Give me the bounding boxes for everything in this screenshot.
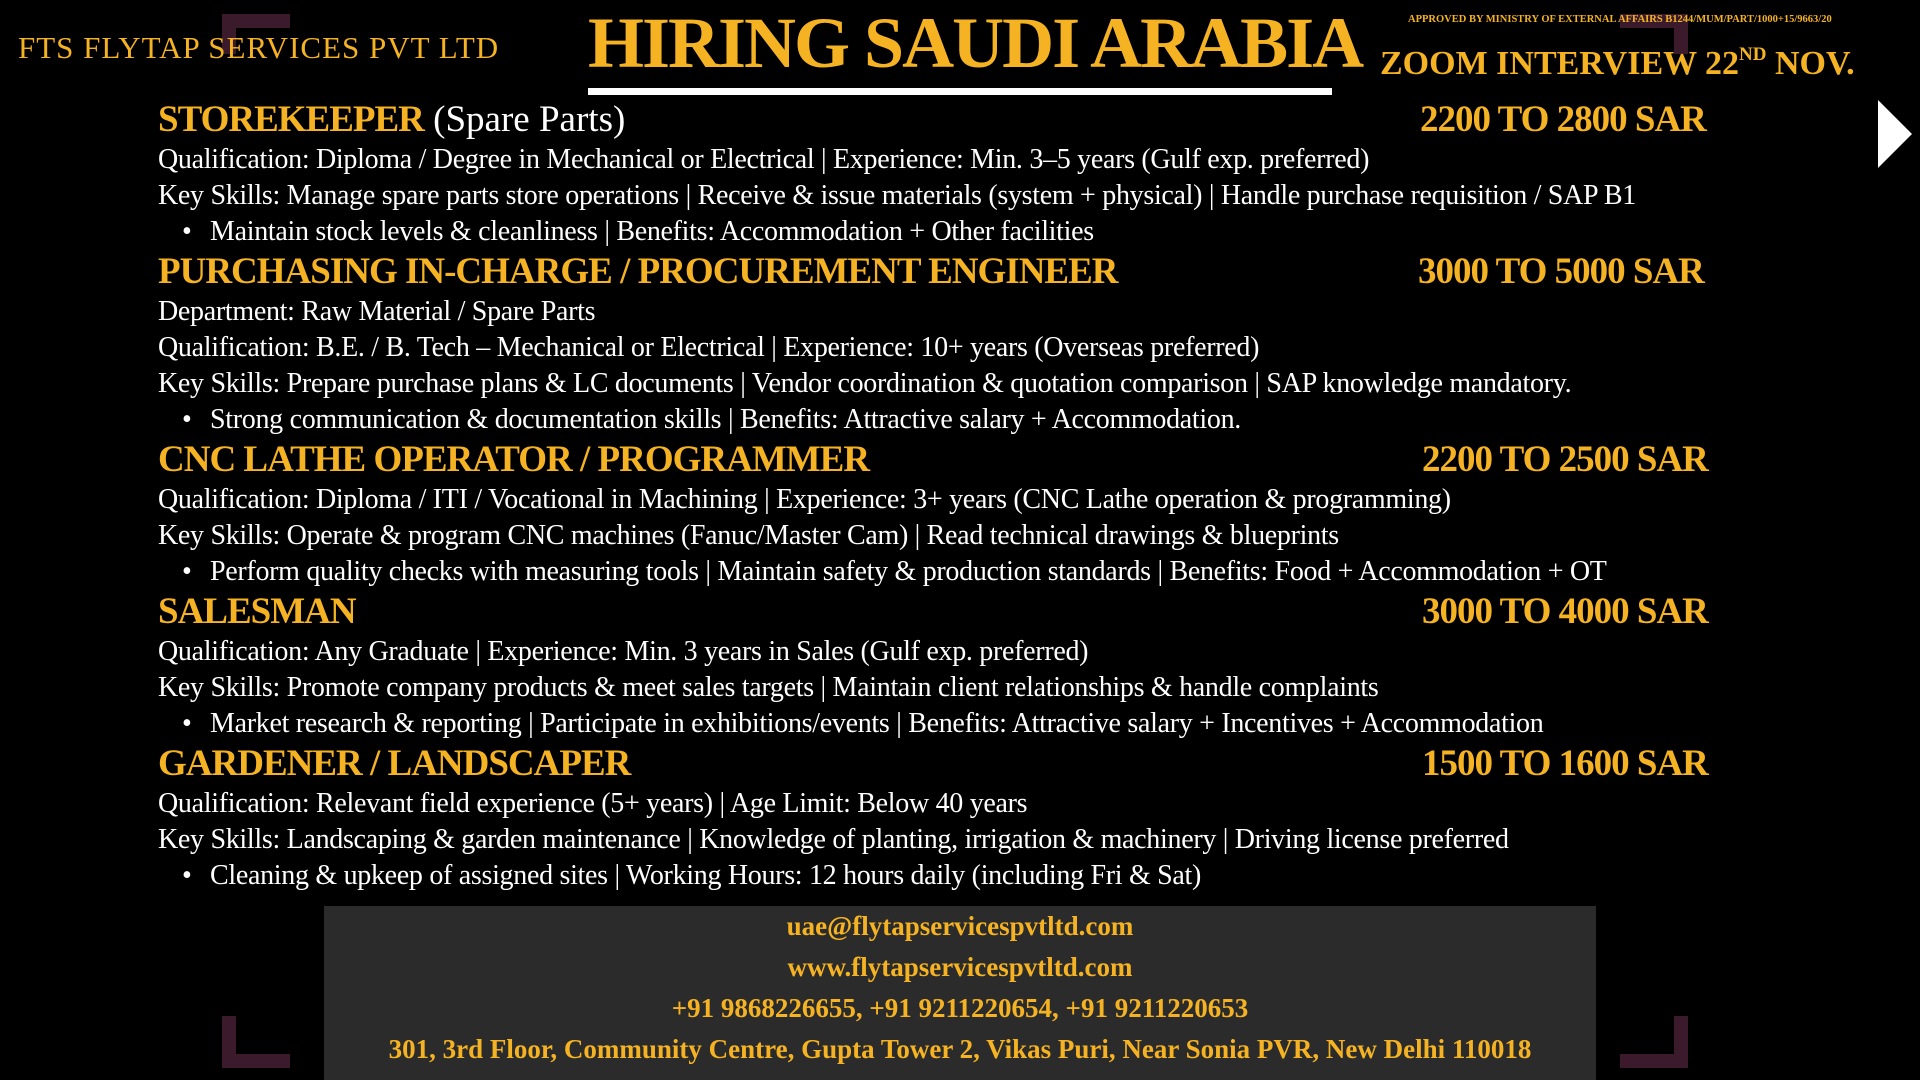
interview-date-sup: ND [1739, 44, 1767, 65]
job-title: GARDENER / LANDSCAPER [158, 743, 631, 784]
job-detail-line: Key Skills: Promote company products & meet sales targets | Maintain client relationships & handle complaints [158, 672, 1379, 703]
job-title: STOREKEEPER (Spare Parts) [158, 99, 626, 140]
interview-date-suffix: NOV. [1766, 45, 1855, 82]
job-salesman [158, 590, 1778, 742]
job-detail-line: Qualification: B.E. / B. Tech – Mechanical or Electrical | Experience: 10+ years (Overseas preferred) [158, 332, 1260, 363]
job-bullet: • Cleaning & upkeep of assigned sites | Working Hours: 12 hours daily (including Fri & Sat) [158, 858, 1778, 894]
job-salary: 3000 TO 4000 SAR [1422, 591, 1708, 632]
job-salary: 2200 TO 2800 SAR [1420, 99, 1706, 140]
title-underline [588, 88, 1332, 95]
corner-decoration [222, 1016, 290, 1068]
job-storekeeper [158, 98, 1778, 250]
job-gardener [158, 742, 1778, 894]
next-arrow-icon[interactable] [1878, 100, 1912, 168]
interview-date-prefix: ZOOM INTERVIEW 22 [1380, 45, 1740, 82]
company-name: FTS FLYTAP SERVICES PVT LTD [18, 30, 500, 65]
job-detail-line: Key Skills: Landscaping & garden maintenance | Knowledge of planting, irrigation & machinery | Driving license preferred [158, 824, 1509, 855]
job-title: CNC LATHE OPERATOR / PROGRAMMER [158, 439, 870, 480]
approval-note: APPROVED BY MINISTRY OF EXTERNAL AFFAIRS B1244/MUM/PART/1000+15/9663/20 [1408, 14, 1832, 25]
job-bullet: • Perform quality checks with measuring tools | Maintain safety & production standards | Benefits: Food + Accommodation + OT [158, 554, 1778, 590]
job-detail-line: Department: Raw Material / Spare Parts [158, 296, 596, 327]
job-detail-line: Key Skills: Manage spare parts store operations | Receive & issue materials (system + physical) | Handle purchase requisition / SAP B1 [158, 180, 1636, 211]
contact-panel [324, 906, 1596, 1080]
job-detail-line: Key Skills: Operate & program CNC machines (Fanuc/Master Cam) | Read technical drawings & blueprints [158, 520, 1339, 551]
interview-date [1380, 44, 1855, 83]
job-bullet: • Strong communication & documentation skills | Benefits: Attractive salary + Accommodation. [158, 402, 1778, 438]
job-title-suffix: (Spare Parts) [423, 99, 626, 140]
job-detail-line: Qualification: Relevant field experience (5+ years) | Age Limit: Below 40 years [158, 788, 1028, 819]
contact-email-link[interactable]: uae@flytapservicespvtltd.com [786, 911, 1134, 941]
job-detail-line: Key Skills: Prepare purchase plans & LC documents | Vendor coordination & quotation comparison | SAP knowledge mandatory. [158, 368, 1572, 399]
job-title: SALESMAN [158, 591, 356, 632]
job-list [158, 98, 1778, 894]
job-purchasing [158, 250, 1778, 438]
contact-phones: +91 9868226655, +91 9211220654, +91 9211220653 [671, 993, 1249, 1023]
job-detail-line: Qualification: Diploma / ITI / Vocational in Machining | Experience: 3+ years (CNC Lathe operation & programming) [158, 484, 1451, 515]
job-bullet: • Maintain stock levels & cleanliness | Benefits: Accommodation + Other facilities [158, 214, 1778, 250]
corner-decoration [1620, 1016, 1688, 1068]
job-cnc-lathe [158, 438, 1778, 590]
job-detail-line: Qualification: Any Graduate | Experience: Min. 3 years in Sales (Gulf exp. preferred) [158, 636, 1089, 667]
page-title: HIRING SAUDI ARABIA [588, 3, 1363, 83]
contact-website-link[interactable]: www.flytapservicespvtltd.com [787, 952, 1133, 982]
job-title: PURCHASING IN-CHARGE / PROCUREMENT ENGINEER [158, 251, 1118, 292]
job-salary: 3000 TO 5000 SAR [1418, 251, 1704, 292]
job-bullet: • Market research & reporting | Participate in exhibitions/events | Benefits: Attractive salary + Incentives + Accommodation [158, 706, 1778, 742]
job-salary: 2200 TO 2500 SAR [1422, 439, 1708, 480]
job-salary: 1500 TO 1600 SAR [1422, 743, 1708, 784]
contact-address: 301, 3rd Floor, Community Centre, Gupta Tower 2, Vikas Puri, Near Sonia PVR, New Delhi 110018 [388, 1034, 1532, 1064]
job-detail-line: Qualification: Diploma / Degree in Mechanical or Electrical | Experience: Min. 3–5 years (Gulf exp. preferred) [158, 144, 1370, 175]
